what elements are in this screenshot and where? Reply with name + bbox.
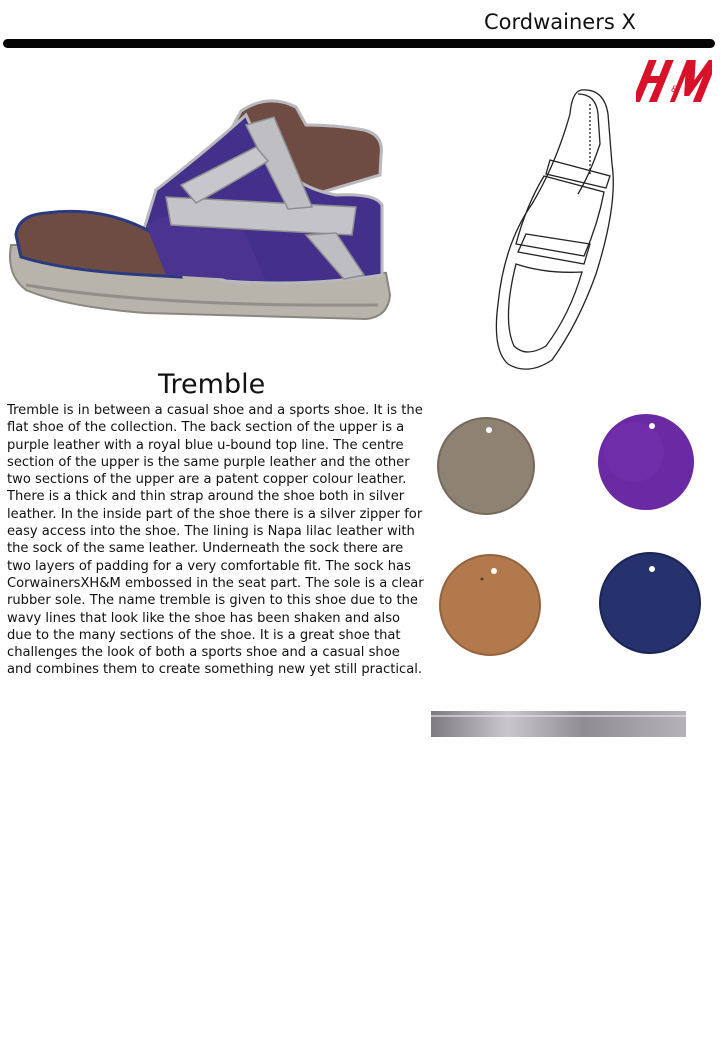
svg-text:&: & [671, 85, 679, 95]
swatch-navy [594, 551, 706, 655]
silver-leather-strip [431, 711, 686, 737]
document-description: Tremble is in between a casual shoe and a sports shoe. It is the flat shoe of the collection. The back section of the upper is a purple leather with a royal blue u-bound top line. The centre section of the upper is the same purple leather and the other two sections of the upper are a patent copper colour leather. There is a thick and thin strap around the shoe both in silver leather. In the inside part of the shoe there is a silver zipper for easy access into the shoe. The lining is Napa lilac leather with the sock of the same leather. Underneath the sock there are two layers of padding for a very comfortable fit. The sock has CorwainersXH&M embossed in the seat part. The sole is a clear rubber sole. The name tremble is given to this shoe due to the wavy lines that look like the shoe has been shaken and also due to the many sections of the shoe. It is a great shoe that challenges the look of both a sports shoe and a casual shoe and combines them to create something new yet still practical. [7, 403, 424, 678]
hm-logo [636, 54, 712, 108]
swatch-tan [436, 553, 544, 657]
header-rule [3, 39, 715, 48]
swatch-purple [594, 412, 698, 512]
header-title: Cordwainers X [484, 10, 636, 34]
shoe-side-illustration [6, 85, 396, 333]
document-title: Tremble [158, 369, 266, 400]
shoe-top-view-drawing [486, 84, 626, 374]
swatch-taupe [434, 416, 538, 516]
